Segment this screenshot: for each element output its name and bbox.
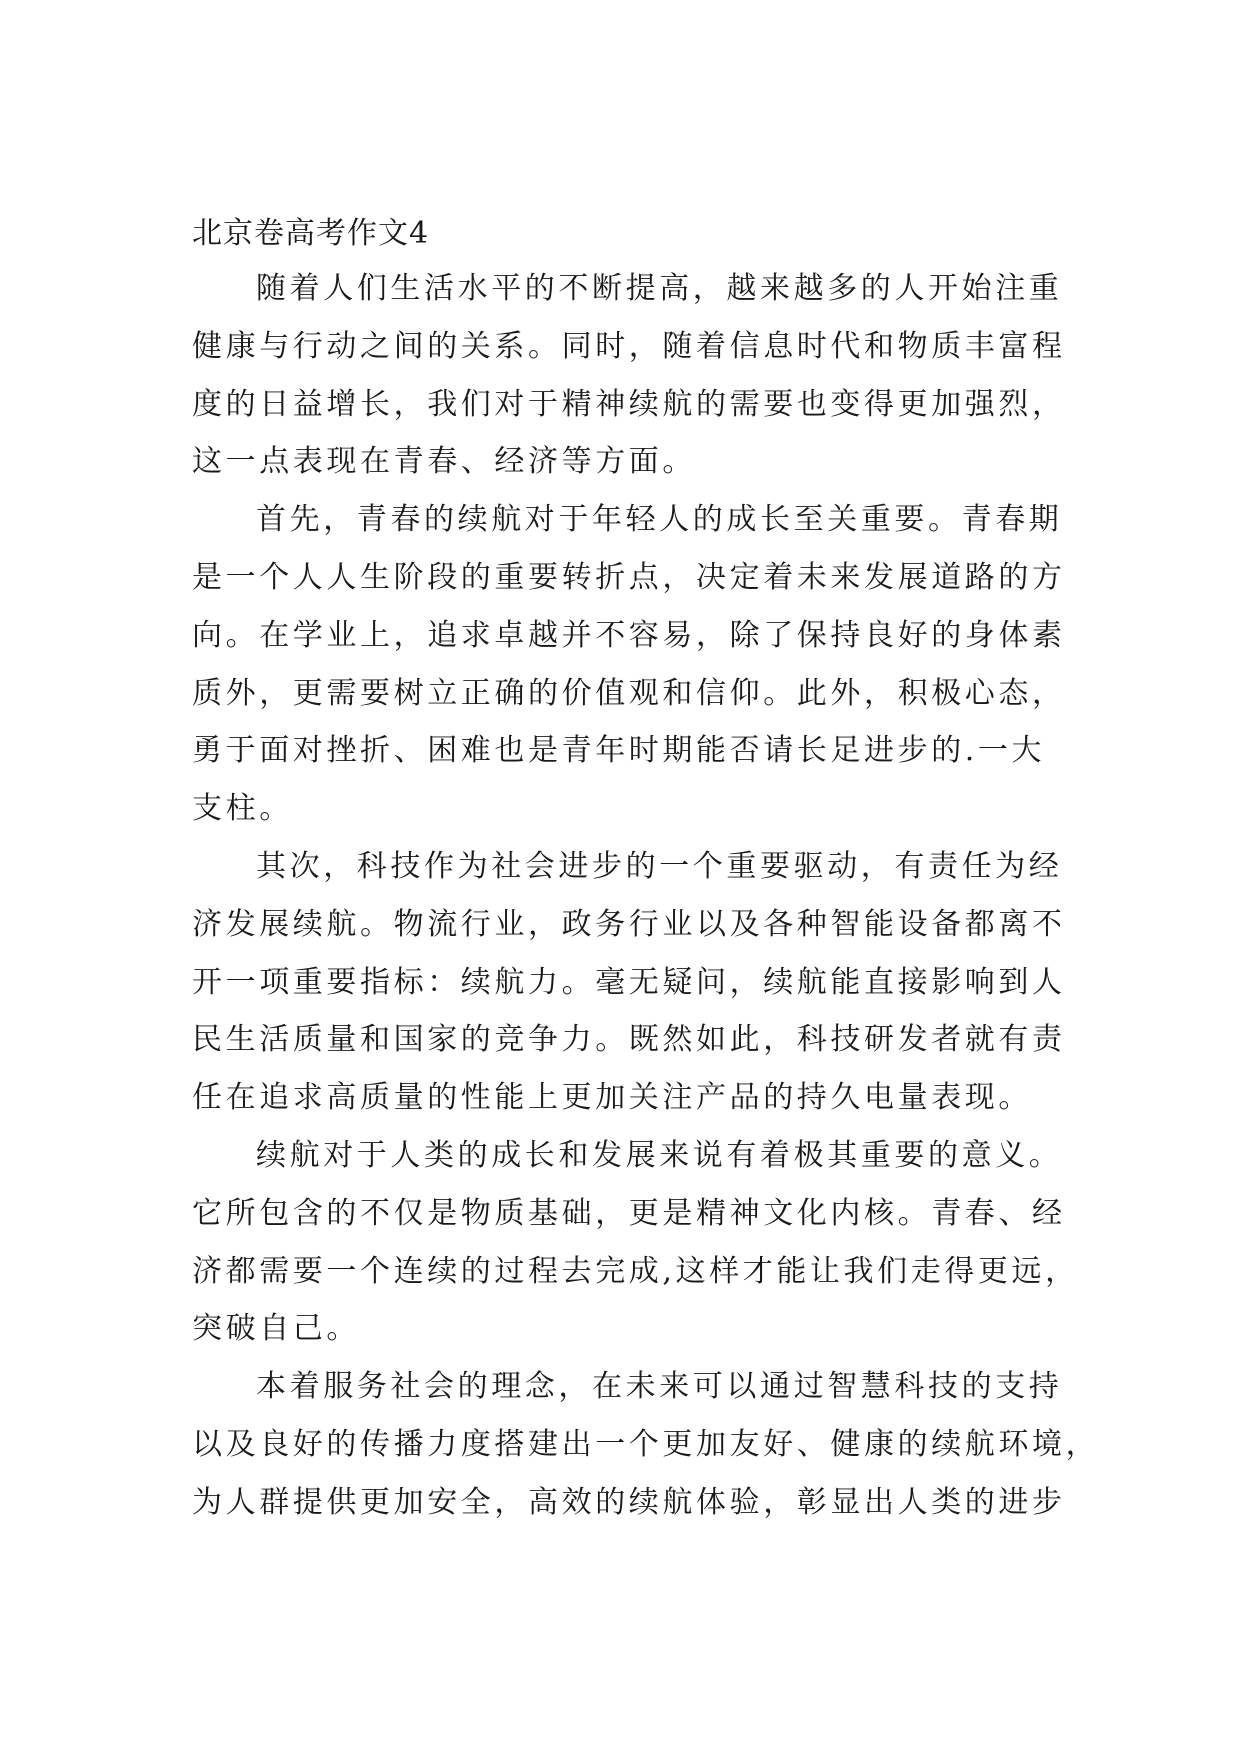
text-line: 为人群提供更加安全，高效的续航体验，彰显出人类的进步: [192, 1484, 1066, 1520]
text-line: 勇于面对挫折、困难也是青年时期能否请长足进步的.一大: [192, 733, 1046, 769]
text-line: 其次，科技作为社会进步的一个重要驱动，有责任为经: [256, 848, 1063, 884]
text-line: 质外，更需要树立正确的价值观和信仰。此外，积极心态，: [192, 675, 1066, 711]
text-line: 是一个人人生阶段的重要转折点，决定着未来发展道路的方: [192, 559, 1066, 595]
text-lines: [192, 260, 1100, 1532]
text-line: 这一点表现在青春、经济等方面。: [192, 444, 696, 480]
text-line: 民生活质量和国家的竞争力。既然如此，科技研发者就有责: [192, 1022, 1066, 1058]
text-line: 济发展续航。物流行业，政务行业以及各种智能设备都离不: [192, 906, 1066, 942]
text-line: 健康与行动之间的关系。同时，随着信息时代和物质丰富程: [192, 328, 1066, 364]
text-line: 任在追求高质量的性能上更加关注产品的持久电量表现。: [192, 1080, 1032, 1116]
text-line: 本着服务社会的理念，在未来可以通过智慧科技的支持: [256, 1369, 1063, 1405]
text-line: 首先，青春的续航对于年轻人的成长至关重要。青春期: [256, 502, 1063, 538]
text-line: 突破自己。: [192, 1311, 360, 1347]
text-line: 度的日益增长，我们对于精神续航的需要也变得更加强烈，: [192, 386, 1066, 422]
document-body: [192, 216, 1100, 1532]
text-line: 以及良好的传播力度搭建出一个更加友好、健康的续航环境，: [192, 1426, 1100, 1462]
text-line: 向。在学业上，追求卓越并不容易，除了保持良好的身体素: [192, 617, 1066, 653]
text-line: 支柱。: [192, 791, 293, 827]
text-line: 随着人们生活水平的不断提高，越来越多的人开始注重: [256, 271, 1063, 306]
text-line: 它所包含的不仅是物质基础，更是精神文化内核。青春、经: [192, 1195, 1066, 1231]
document-title: 北京卷高考作文4: [192, 216, 430, 251]
text-line: 开一项重要指标：续航力。毫无疑问，续航能直接影响到人: [192, 964, 1066, 1000]
text-line: 续航对于人类的成长和发展来说有着极其重要的意义。: [256, 1137, 1063, 1173]
text-line: 济都需要一个连续的过程去完成,这样才能让我们走得更远，: [192, 1253, 1079, 1289]
